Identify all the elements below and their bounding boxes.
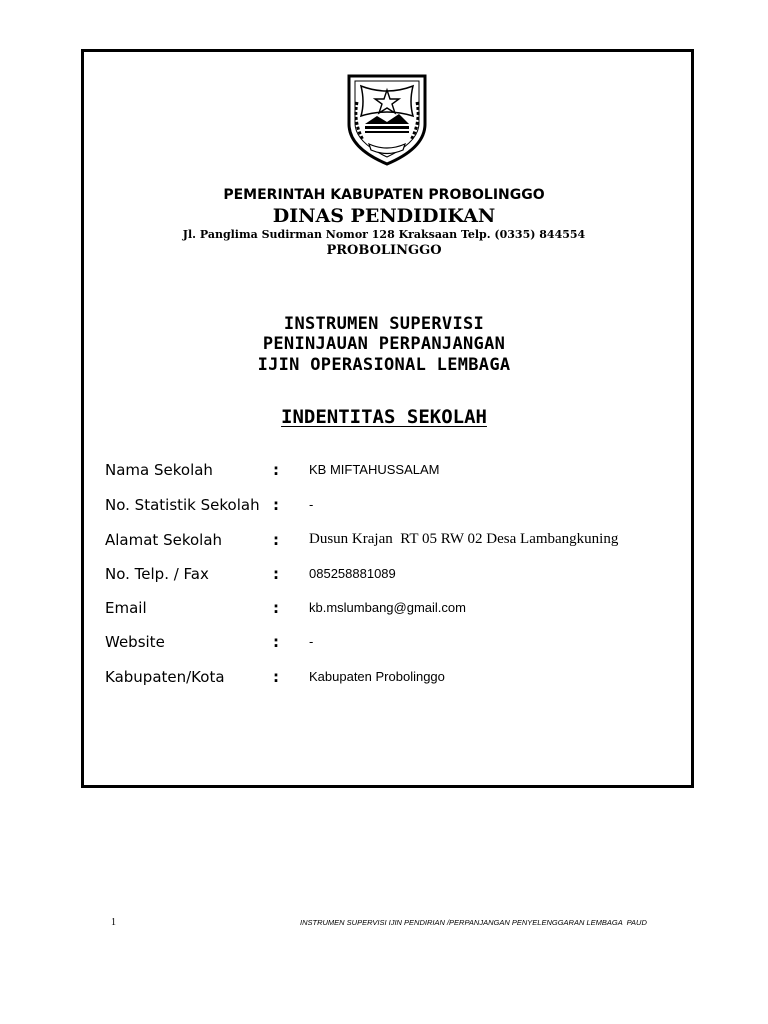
field-row-telp-fax <box>105 565 705 589</box>
field-value: - <box>309 497 314 512</box>
field-label: No. Telp. / Fax <box>105 565 209 583</box>
field-value: KB MIFTAHUSSALAM <box>309 462 440 477</box>
field-value: kb.mslumbang@gmail.com <box>309 600 466 615</box>
field-colon: : <box>273 565 279 583</box>
footer-text: INSTRUMEN SUPERVISI IJIN PENDIRIAN /PERPANJANGAN PENYELENGGARAN LEMBAGA PAUD <box>300 918 647 927</box>
field-label: Kabupaten/Kota <box>105 668 225 686</box>
department-name: DINAS PENDIDIKAN <box>272 205 496 227</box>
field-colon: : <box>273 599 279 617</box>
government-name: PEMERINTAH KABUPATEN PROBOLINGGO <box>223 187 545 203</box>
field-value: 085258881089 <box>309 566 396 581</box>
field-colon: : <box>273 633 279 651</box>
field-label: No. Statistik Sekolah <box>105 496 260 514</box>
department-address: Jl. Panglima Sudirman Nomor 128 Kraksaan Telp. (0335) 844554 <box>182 228 586 241</box>
field-row-kabupaten-kota <box>105 668 705 692</box>
document-title-line-2: PENINJAUAN PERPANJANGAN <box>262 334 506 354</box>
field-row-website <box>105 633 705 657</box>
field-label: Email <box>105 599 147 617</box>
field-value: Kabupaten Probolinggo <box>309 669 445 684</box>
field-row-email <box>105 599 705 623</box>
document-title-line-1: INSTRUMEN SUPERVISI <box>283 314 485 334</box>
field-label: Website <box>105 633 165 651</box>
section-heading: INDENTITAS SEKOLAH <box>281 406 487 428</box>
field-row-alamat-sekolah <box>105 531 705 555</box>
field-row-no-statistik <box>105 496 705 520</box>
document-title-line-3: IJIN OPERASIONAL LEMBAGA <box>257 355 511 375</box>
field-label: Alamat Sekolah <box>105 531 223 549</box>
department-city: PROBOLINGGO <box>326 243 442 258</box>
field-row-nama-sekolah <box>105 461 705 485</box>
field-colon: : <box>273 496 279 514</box>
field-colon: : <box>273 668 279 686</box>
field-value: - <box>309 634 314 649</box>
field-label: Nama Sekolah <box>105 461 213 479</box>
field-colon: : <box>273 461 279 479</box>
field-colon: : <box>273 531 279 549</box>
regency-emblem-icon <box>343 72 431 168</box>
field-value: Dusun Krajan RT 05 RW 02 Desa Lambangkuning <box>309 531 619 547</box>
page-number: 1 <box>111 917 116 928</box>
